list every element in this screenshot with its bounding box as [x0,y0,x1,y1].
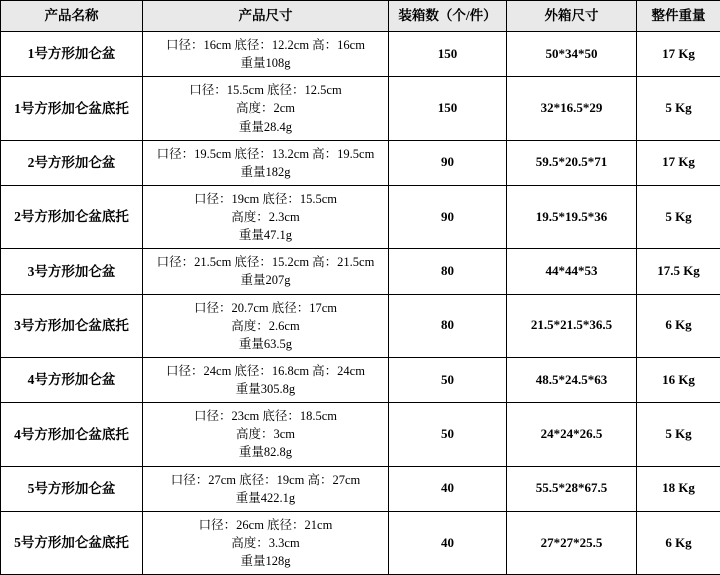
column-header-product-name: 产品名称 [1,1,143,32]
table-row [1,294,720,357]
table-row [1,32,720,77]
cell-pack-quantity: 50 [389,357,507,402]
cell-total-weight: 17.5 Kg [637,249,720,294]
cell-pack-quantity: 40 [389,466,507,511]
cell-product-name: 1号方形加仑盆底托 [1,77,143,140]
table-row [1,77,720,140]
cell-product-name: 5号方形加仑盆 [1,466,143,511]
table-row [1,511,720,574]
table-row [1,249,720,294]
cell-total-weight: 5 Kg [637,403,720,466]
cell-total-weight: 6 Kg [637,294,720,357]
cell-pack-quantity: 80 [389,249,507,294]
cell-product-size: 口径：23cm 底径：18.5cm 高度：3cm 重量82.8g [143,403,389,466]
cell-carton-size: 50*34*50 [507,32,637,77]
cell-carton-size: 32*16.5*29 [507,77,637,140]
cell-carton-size: 59.5*20.5*71 [507,140,637,185]
cell-product-name: 1号方形加仑盆 [1,32,143,77]
cell-product-name: 3号方形加仑盆底托 [1,294,143,357]
cell-product-size: 口径：20.7cm 底径：17cm 高度：2.6cm 重量63.5g [143,294,389,357]
table-row [1,140,720,185]
cell-pack-quantity: 50 [389,403,507,466]
column-header-total-weight: 整件重量 [637,1,720,32]
cell-product-size: 口径：15.5cm 底径：12.5cm 高度：2cm 重量28.4g [143,77,389,140]
cell-carton-size: 55.5*28*67.5 [507,466,637,511]
table-body [1,32,720,575]
cell-pack-quantity: 150 [389,32,507,77]
cell-product-name: 4号方形加仑盆底托 [1,403,143,466]
cell-product-size: 口径：27cm 底径：19cm 高：27cm 重量422.1g [143,466,389,511]
cell-carton-size: 27*27*25.5 [507,511,637,574]
cell-carton-size: 48.5*24.5*63 [507,357,637,402]
cell-total-weight: 5 Kg [637,77,720,140]
cell-total-weight: 18 Kg [637,466,720,511]
cell-product-size: 口径：26cm 底径：21cm 高度：3.3cm 重量128g [143,511,389,574]
column-header-product-size: 产品尺寸 [143,1,389,32]
cell-product-size: 口径：24cm 底径：16.8cm 高：24cm 重量305.8g [143,357,389,402]
table-header [1,1,720,32]
cell-product-size: 口径：21.5cm 底径：15.2cm 高：21.5cm 重量207g [143,249,389,294]
table-row [1,403,720,466]
cell-total-weight: 17 Kg [637,140,720,185]
cell-product-name: 2号方形加仑盆 [1,140,143,185]
cell-carton-size: 44*44*53 [507,249,637,294]
cell-product-size: 口径：16cm 底径：12.2cm 高：16cm 重量108g [143,32,389,77]
column-header-carton-size: 外箱尺寸 [507,1,637,32]
cell-total-weight: 17 Kg [637,32,720,77]
table-row [1,357,720,402]
cell-product-name: 3号方形加仑盆 [1,249,143,294]
cell-total-weight: 16 Kg [637,357,720,402]
cell-product-name: 4号方形加仑盆 [1,357,143,402]
column-header-pack-quantity: 装箱数（个/件） [389,1,507,32]
cell-carton-size: 21.5*21.5*36.5 [507,294,637,357]
cell-product-size: 口径：19.5cm 底径：13.2cm 高：19.5cm 重量182g [143,140,389,185]
cell-pack-quantity: 40 [389,511,507,574]
table-header-row [1,1,720,32]
cell-product-size: 口径：19cm 底径：15.5cm 高度：2.3cm 重量47.1g [143,185,389,248]
cell-pack-quantity: 80 [389,294,507,357]
cell-pack-quantity: 90 [389,140,507,185]
cell-total-weight: 5 Kg [637,185,720,248]
cell-carton-size: 24*24*26.5 [507,403,637,466]
cell-carton-size: 19.5*19.5*36 [507,185,637,248]
table-row [1,185,720,248]
cell-pack-quantity: 150 [389,77,507,140]
cell-total-weight: 6 Kg [637,511,720,574]
cell-product-name: 5号方形加仑盆底托 [1,511,143,574]
table-row [1,466,720,511]
cell-pack-quantity: 90 [389,185,507,248]
cell-product-name: 2号方形加仑盆底托 [1,185,143,248]
